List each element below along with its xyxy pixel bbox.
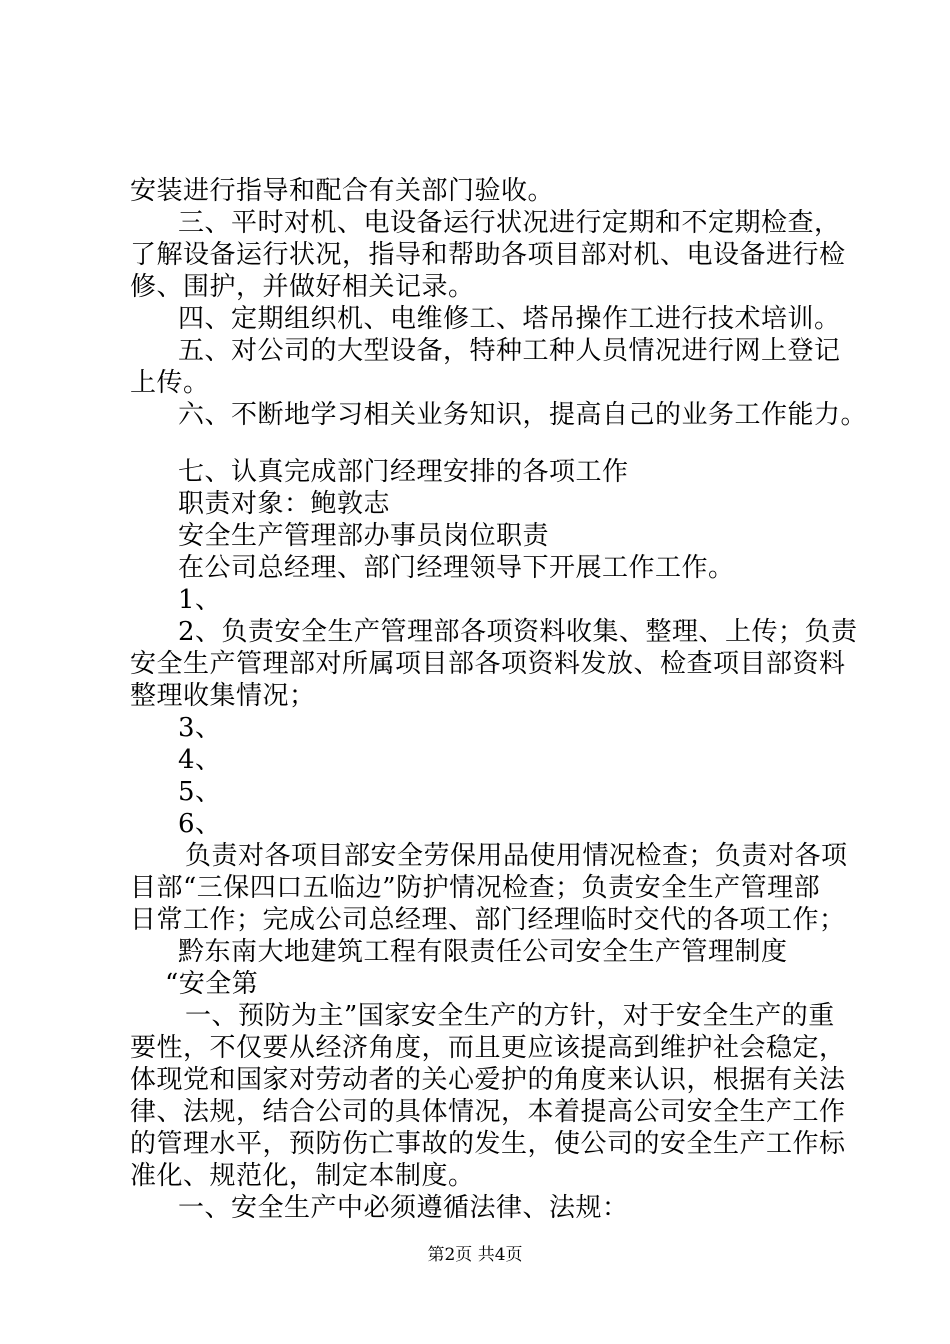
text-line: 修、围护，并做好相关记录。	[130, 272, 475, 302]
text-line: 上传。	[130, 368, 210, 398]
text-line: 了解设备运行状况，指导和帮助各项目部对机、电设备进行检	[130, 240, 846, 270]
text-line: 律、法规，结合公司的具体情况，本着提高公司安全生产工作	[130, 1097, 846, 1127]
page-number-footer: 第2页 共4页	[427, 1245, 523, 1265]
text-line: 安全生产管理部办事员岗位职责	[178, 521, 550, 551]
text-line: 负责对各项目部安全劳保用品使用情况检查；负责对各项	[185, 841, 848, 871]
text-line: 一、预防为主”国家安全生产的方针，对于安全生产的重	[185, 1001, 835, 1031]
text-line: 黔东南大地建筑工程有限责任公司安全生产管理制度	[178, 937, 788, 967]
text-line: 四、定期组织机、电维修工、塔吊操作工进行技术培训。	[178, 304, 841, 334]
text-line: 目部“三保四口五临边”防护情况检查；负责安全生产管理部	[130, 873, 821, 903]
list-number: 3、	[178, 713, 222, 743]
text-line: 体现党和国家对劳动者的关心爱护的角度来认识，根据有关法	[130, 1065, 846, 1095]
text-line: 七、认真完成部门经理安排的各项工作	[178, 457, 629, 487]
text-line: 日常工作；完成公司总经理、部门经理临时交代的各项工作；	[130, 905, 846, 935]
text-line: 三、平时对机、电设备运行状况进行定期和不定期检查，	[178, 208, 841, 238]
text-line: 整理收集情况；	[130, 681, 316, 711]
list-number: 1、	[178, 585, 222, 615]
text-line: 2、负责安全生产管理部各项资料收集、整理、上传；负责	[178, 617, 858, 647]
text-line: 职责对象：鲍敦志	[178, 489, 391, 519]
text-line: 在公司总经理、部门经理领导下开展工作工作。	[178, 553, 735, 583]
text-line: “安全第	[165, 969, 259, 999]
text-line: 安装进行指导和配合有关部门验收。	[130, 176, 555, 206]
list-number: 5、	[178, 777, 222, 807]
text-line: 准化、规范化，制定本制度。	[130, 1161, 475, 1191]
list-number: 4、	[178, 745, 222, 775]
text-line: 要性，不仅要从经济角度，而且更应该提高到维护社会稳定，	[130, 1033, 846, 1063]
text-line: 五、对公司的大型设备，特种工种人员情况进行网上登记	[178, 336, 841, 366]
list-number: 6、	[178, 809, 222, 839]
text-line: 一、安全生产中必须遵循法律、法规：	[178, 1193, 629, 1223]
text-line: 六、不断地学习相关业务知识，提高自己的业务工作能力。	[178, 400, 868, 430]
text-line: 的管理水平，预防伤亡事故的发生，使公司的安全生产工作标	[130, 1129, 846, 1159]
text-line: 安全生产管理部对所属项目部各项资料发放、检查项目部资料	[130, 649, 846, 679]
